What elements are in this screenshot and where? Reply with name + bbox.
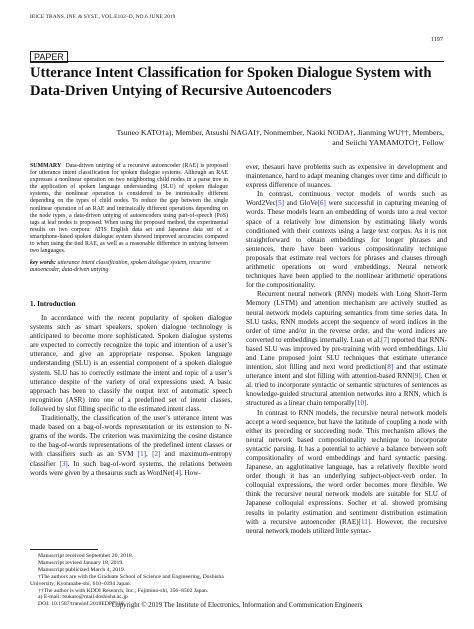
footnote: ††The author is with KDDI Research, Inc., Fujimino-shi, 356–8502 Japan. <box>38 587 209 594</box>
footnote: Manuscript revised January 18, 2019. <box>38 559 124 566</box>
abstract-label: SUMMARY <box>30 163 62 169</box>
keywords-text: utterance intent classification, spoken dialogue system, recursive autoencoder, data-driven untying <box>30 260 211 274</box>
left-column-body <box>30 314 232 478</box>
body-paragraph: Recurrent neural network (RNN) models with Long Short-Term Memory (LSTM) and attention mechanism are actively studied as neural network models capturing semantics from time series data. In SLU tasks, RNN models accept the sequence of word indices in the order of time and/or in the reverse order, and the word indices are converted to embeddings internally. Luan et al.[7] reported that RNN-based SLU was improved by pre-training with word embeddings. Liu and Lane proposed joint SLU techniques that estimate utterance intention, slot filling and next word prediction[8] and that estimate utterance intent and slot filling with attention-based RNN[9]. Chen et al. tried to incorporate syntactic or semantic structures of sentences as knowledge-guided structural attention networks into a RNN, which is structured as a linear chain temporally[10]. <box>246 290 447 408</box>
citation-link[interactable]: [7] <box>381 335 390 344</box>
citation-link[interactable]: [8] <box>384 363 394 372</box>
citation-link[interactable]: [1] <box>137 450 147 459</box>
footnote-doi: DOI: 10.1587/transinf.2018EDP7319 <box>38 601 124 608</box>
citation-link[interactable]: [9] <box>412 372 421 381</box>
footnote: Manuscript publicized March 4, 2019. <box>38 566 126 573</box>
abstract <box>30 163 228 255</box>
citation-link[interactable]: [2] <box>152 450 161 459</box>
body-paragraph: ever, thesauri have problems such as expensive in development and maintenance, hard to adapt meaning changes over time and difficult to express difference of nuances. <box>246 163 447 190</box>
footnote-email: a) E-mail: tsukato@mail.doshisha.ac.jp <box>38 594 128 601</box>
citation-link[interactable]: [3] <box>59 459 68 468</box>
section-heading-introduction: 1. Introduction <box>30 300 76 308</box>
page-number: 1197 <box>430 36 443 43</box>
citation-link[interactable]: [4] <box>172 468 181 477</box>
intro-paragraph-1: In accordance with the recent popularity of spoken dialogue systems such as smart speakers, spoken dialogue technology is anticipated to become more sophisticated. Spoken dialogue systems are expected to correctly recognize the topic and intention of a user’s utterance, and give an appropriate response. Spoken language understanding (SLU) is an essential component of a spoken dialogue system. SLU has to correctly estimate the intent and topic of a user’s utterance despite of the variety of oral expressions used. A basic approach has been to classify the output text of automatic speech recognition (ASR) into one of a predefined set of intent classes, followed by slot filling specific to the estimated intent class. <box>30 314 232 413</box>
citation-link[interactable]: [10] <box>354 399 367 408</box>
body-paragraph: In contrast, continuous vector models of words such as Word2Vec[5] and GloVe[6] were successful in capturing meaning of words. These models learn an embedding of words into a real vector space of a relatively low dimension by estimating likely words conditioned with their contexts using a large text corpus. As it is not straightforward to obtain embeddings for longer phrases and sentences, there have been various compositionality technique proposals that estimate real vectors for phrases and clauses through arithmetic operations on word embeddings. Neural network techniques have been applied to the nonlinear arithmetic operations for the compositionality. <box>246 190 447 290</box>
abstract-text: Data-driven untying of a recursive autoencoder (RAE) is proposed for utterance intent classification for spoken dialogue systems. Although an RAE expresses a nonlinear operation on two neighboring child nodes in a parse tree in the application of spoken language understanding (SLU) of spoken dialogue systems, the nonlinear operation is considered to be intrinsically different depending on the types of child nodes. To reduce the gap between the single nonlinear operation of an RAE and intrinsically different operations depending on the node types, a data-driven untying of autoencoders using part-of-speech (PoS) tags at leaf nodes is proposed. When using the proposed method, the experimental results on two corpora: ATIS English data set and Japanese data set of a smartphone-based spoken dialogue system showed improved accuracies compared to when using the tied RAE, as well as a reasonable difference in untying between two languages. <box>30 163 228 255</box>
keywords <box>30 260 228 274</box>
citation-link[interactable]: [6] <box>317 199 326 208</box>
footnote: Manuscript received September 20, 2018. <box>38 553 134 559</box>
author-list <box>30 128 444 148</box>
intro-paragraph-2: Traditionally, the classification of the user’s utterance intent was made based on a bag-of-words representation or its extension to N-grams of the words. The criterion was maximizing the cosine distance to the bag-of-words representations of the predefined intent classes or with classifiers such as an SVM [1], [2] and maximum-entropy classifier [3]. In such bag-of-word systems, the relations between words were given by a thesaurus such as WordNet[4]. How- <box>30 414 233 477</box>
keywords-label: key words: <box>30 260 57 266</box>
footnote-rule <box>30 549 98 550</box>
copyright-notice: Copyright © 2019 The Institute of Electronics, Information and Communication Engineers <box>111 602 363 609</box>
citation-link[interactable]: [5] <box>275 199 285 208</box>
paper-type-tag: PAPER <box>30 51 68 63</box>
header-rule <box>30 61 444 62</box>
journal-header: IEICE TRANS. INF. & SYST., VOL.E102–D, NO.6 JUNE 2019 <box>30 14 176 20</box>
author-line-1: Tsuneo KATO†a), Member, Atsushi NAGAI†, Nonmember, Naoki NODA†, Jianming WU††, Members, <box>116 128 444 137</box>
author-line-2: and Seiichi YAMAMOTO†, Fellow <box>332 138 444 147</box>
right-column-body <box>246 163 447 536</box>
body-paragraph: In contrast to RNN models, the recursive neural network models accept a word sequence, but have the latitude of coupling a node with either its preceding or succeeding node. This mechanism allows the neural network based compositionality technique to incorporate syntactic parsing. It has a potential to achieve a balance between soft compositionality of word embeddings and hard syntactic parsing. Japanese, an agglutinative language, has a relatively flexible word order though it has an underlying subject-object-verb order. In colloquial expressions, the word order becomes more flexible. We think the recursive neural network models are suitable for SLU of Japanese colloquial expressions. Socher et al. showed promising results in polarity estimation and sentiment distribution estimation with a recursive autoencoder (RAE)[11]. However, the recursive neural network models utilized little syntac- <box>246 408 447 535</box>
footnotes <box>30 553 232 608</box>
footnote: †The authors are with the Graduate School of Science and Engineering, Doshisha University, Kyotanabe-shi, 610–0394 Japan. <box>30 573 224 587</box>
citation-link[interactable]: [11] <box>358 517 371 526</box>
paper-title: Utterance Intent Classification for Spoken Dialogue System with Data-Driven Untying of Recursive Autoencoders <box>30 65 432 99</box>
